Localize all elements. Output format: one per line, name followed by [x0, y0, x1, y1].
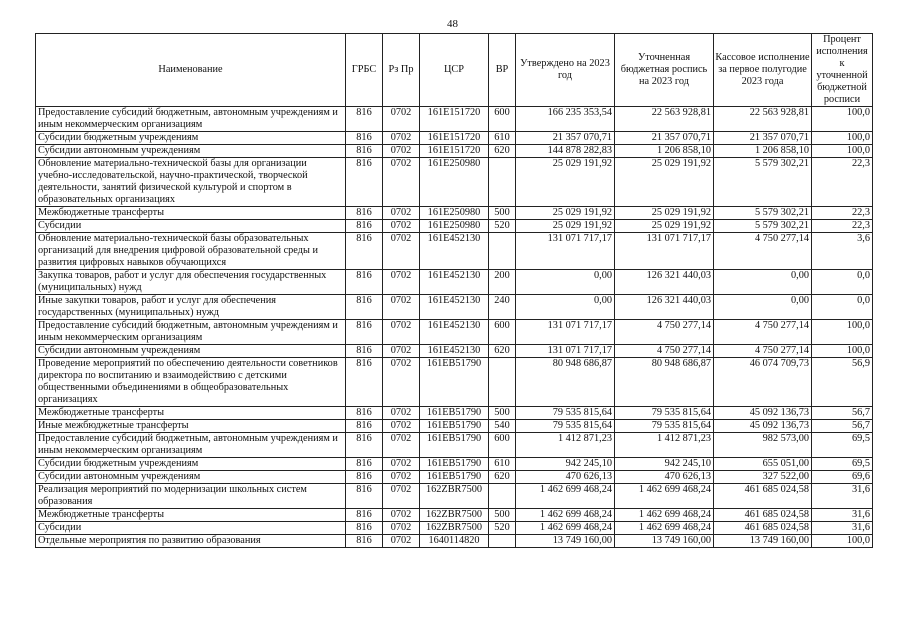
- cell-cash: 0,00: [714, 270, 812, 295]
- cell-percent: 22,3: [812, 158, 873, 207]
- cell-percent: 0,0: [812, 270, 873, 295]
- cell-name: Субсидии автономным учреждениям: [36, 471, 346, 484]
- cell-name: Закупка товаров, работ и услуг для обеспечения государственных (муниципальных) нужд: [36, 270, 346, 295]
- cell-name: Предоставление субсидий бюджетным, автономным учреждениям и иным некоммерческим организациям: [36, 320, 346, 345]
- table-body: [36, 107, 873, 548]
- table-row: [36, 433, 873, 458]
- cell-grbs: 816: [346, 358, 383, 407]
- cell-name: Иные закупки товаров, работ и услуг для обеспечения государственных (муниципальных) нужд: [36, 295, 346, 320]
- cell-rzpr: 0702: [383, 320, 420, 345]
- cell-cash: 0,00: [714, 295, 812, 320]
- column-header-cash: Кассовое исполнение за первое полугодие 2023 года: [714, 34, 812, 107]
- column-header-name: Наименование: [36, 34, 346, 107]
- cell-approved: 25 029 191,92: [516, 220, 615, 233]
- cell-refined: 22 563 928,81: [615, 107, 714, 132]
- cell-name: Субсидии: [36, 220, 346, 233]
- cell-rzpr: 0702: [383, 358, 420, 407]
- cell-vr: 500: [489, 509, 516, 522]
- cell-cash: 45 092 136,73: [714, 420, 812, 433]
- cell-rzpr: 0702: [383, 407, 420, 420]
- cell-rzpr: 0702: [383, 522, 420, 535]
- cell-cash: 461 685 024,58: [714, 522, 812, 535]
- cell-vr: 240: [489, 295, 516, 320]
- cell-vr: 600: [489, 433, 516, 458]
- cell-percent: 56,7: [812, 420, 873, 433]
- table-row: [36, 458, 873, 471]
- cell-vr: 610: [489, 458, 516, 471]
- cell-percent: 69,5: [812, 458, 873, 471]
- table-row: [36, 270, 873, 295]
- table-row: [36, 420, 873, 433]
- cell-csr: 161E250980: [420, 158, 489, 207]
- cell-cash: 982 573,00: [714, 433, 812, 458]
- table-row: [36, 207, 873, 220]
- cell-grbs: 816: [346, 207, 383, 220]
- cell-refined: 79 535 815,64: [615, 407, 714, 420]
- cell-csr: 161E151720: [420, 132, 489, 145]
- cell-rzpr: 0702: [383, 484, 420, 509]
- cell-refined: 13 749 160,00: [615, 535, 714, 548]
- cell-cash: 5 579 302,21: [714, 158, 812, 207]
- cell-refined: 470 626,13: [615, 471, 714, 484]
- cell-refined: 131 071 717,17: [615, 233, 714, 270]
- table-row: [36, 484, 873, 509]
- cell-csr: 162ZBR7500: [420, 484, 489, 509]
- cell-cash: 655 051,00: [714, 458, 812, 471]
- table-row: [36, 358, 873, 407]
- column-header-vr: ВР: [489, 34, 516, 107]
- page-number: 48: [447, 18, 458, 30]
- cell-approved: 80 948 686,87: [516, 358, 615, 407]
- cell-rzpr: 0702: [383, 132, 420, 145]
- cell-vr: 620: [489, 145, 516, 158]
- table-header: [36, 34, 873, 107]
- cell-percent: 22,3: [812, 207, 873, 220]
- cell-vr: [489, 535, 516, 548]
- cell-percent: 100,0: [812, 107, 873, 132]
- cell-cash: 13 749 160,00: [714, 535, 812, 548]
- cell-percent: 100,0: [812, 345, 873, 358]
- column-header-grbs: ГРБС: [346, 34, 383, 107]
- cell-rzpr: 0702: [383, 535, 420, 548]
- cell-cash: 327 522,00: [714, 471, 812, 484]
- cell-percent: 100,0: [812, 535, 873, 548]
- cell-grbs: 816: [346, 522, 383, 535]
- cell-approved: 166 235 353,54: [516, 107, 615, 132]
- table-row: [36, 132, 873, 145]
- cell-grbs: 816: [346, 295, 383, 320]
- cell-grbs: 816: [346, 407, 383, 420]
- cell-cash: 4 750 277,14: [714, 320, 812, 345]
- cell-csr: 161E452130: [420, 295, 489, 320]
- cell-approved: 21 357 070,71: [516, 132, 615, 145]
- column-header-approved: Утверждено на 2023 год: [516, 34, 615, 107]
- cell-cash: 5 579 302,21: [714, 207, 812, 220]
- column-header-csr: ЦСР: [420, 34, 489, 107]
- cell-name: Субсидии бюджетным учреждениям: [36, 458, 346, 471]
- cell-csr: 161EB51790: [420, 458, 489, 471]
- cell-approved: 1 462 699 468,24: [516, 522, 615, 535]
- cell-percent: 100,0: [812, 132, 873, 145]
- cell-percent: 31,6: [812, 522, 873, 535]
- cell-percent: 56,9: [812, 358, 873, 407]
- column-header-refined: Уточненная бюджетная роспись на 2023 год: [615, 34, 714, 107]
- cell-grbs: 816: [346, 420, 383, 433]
- table-row: [36, 471, 873, 484]
- cell-csr: 1640114820: [420, 535, 489, 548]
- cell-grbs: 816: [346, 458, 383, 471]
- cell-percent: 3,6: [812, 233, 873, 270]
- cell-csr: 162ZBR7500: [420, 509, 489, 522]
- cell-refined: 126 321 440,03: [615, 270, 714, 295]
- cell-vr: [489, 158, 516, 207]
- cell-rzpr: 0702: [383, 433, 420, 458]
- table-row: [36, 145, 873, 158]
- cell-name: Обновление материально-технической базы образовательных организаций для внедрения цифровой образовательной среды и развития цифровых навыков обучающихся: [36, 233, 346, 270]
- cell-name: Субсидии автономным учреждениям: [36, 345, 346, 358]
- cell-approved: 1 462 699 468,24: [516, 484, 615, 509]
- cell-csr: 161E151720: [420, 145, 489, 158]
- cell-refined: 1 462 699 468,24: [615, 484, 714, 509]
- cell-name: Межбюджетные трансферты: [36, 207, 346, 220]
- cell-csr: 162ZBR7500: [420, 522, 489, 535]
- cell-rzpr: 0702: [383, 270, 420, 295]
- cell-percent: 31,6: [812, 484, 873, 509]
- cell-vr: [489, 358, 516, 407]
- cell-approved: 1 412 871,23: [516, 433, 615, 458]
- cell-cash: 21 357 070,71: [714, 132, 812, 145]
- cell-rzpr: 0702: [383, 107, 420, 132]
- cell-approved: 131 071 717,17: [516, 233, 615, 270]
- cell-approved: 0,00: [516, 270, 615, 295]
- cell-name: Межбюджетные трансферты: [36, 509, 346, 522]
- budget-execution-table: [35, 33, 873, 548]
- cell-refined: 4 750 277,14: [615, 320, 714, 345]
- cell-vr: 610: [489, 132, 516, 145]
- cell-csr: 161EB51790: [420, 407, 489, 420]
- cell-vr: 200: [489, 270, 516, 295]
- table-row: [36, 522, 873, 535]
- cell-cash: 461 685 024,58: [714, 484, 812, 509]
- cell-approved: 25 029 191,92: [516, 158, 615, 207]
- cell-grbs: 816: [346, 509, 383, 522]
- table-row: [36, 158, 873, 207]
- cell-approved: 0,00: [516, 295, 615, 320]
- cell-cash: 22 563 928,81: [714, 107, 812, 132]
- cell-refined: 21 357 070,71: [615, 132, 714, 145]
- cell-refined: 80 948 686,87: [615, 358, 714, 407]
- cell-vr: 500: [489, 207, 516, 220]
- cell-vr: 520: [489, 522, 516, 535]
- cell-grbs: 816: [346, 107, 383, 132]
- cell-name: Субсидии бюджетным учреждениям: [36, 132, 346, 145]
- cell-name: Предоставление субсидий бюджетным, автономным учреждениям и иным некоммерческим организациям: [36, 433, 346, 458]
- cell-rzpr: 0702: [383, 158, 420, 207]
- cell-percent: 22,3: [812, 220, 873, 233]
- cell-rzpr: 0702: [383, 509, 420, 522]
- cell-cash: 461 685 024,58: [714, 509, 812, 522]
- cell-rzpr: 0702: [383, 345, 420, 358]
- cell-refined: 79 535 815,64: [615, 420, 714, 433]
- cell-refined: 1 412 871,23: [615, 433, 714, 458]
- cell-grbs: 816: [346, 484, 383, 509]
- cell-rzpr: 0702: [383, 458, 420, 471]
- cell-grbs: 816: [346, 345, 383, 358]
- cell-refined: 942 245,10: [615, 458, 714, 471]
- cell-vr: [489, 233, 516, 270]
- column-header-rzpr: Рз Пр: [383, 34, 420, 107]
- column-header-percent: Процент исполнения к уточненной бюджетной росписи: [812, 34, 873, 107]
- cell-csr: 161E250980: [420, 220, 489, 233]
- cell-percent: 31,6: [812, 509, 873, 522]
- cell-approved: 1 462 699 468,24: [516, 509, 615, 522]
- cell-approved: 942 245,10: [516, 458, 615, 471]
- cell-vr: [489, 484, 516, 509]
- cell-refined: 1 462 699 468,24: [615, 522, 714, 535]
- cell-approved: 13 749 160,00: [516, 535, 615, 548]
- cell-csr: 161EB51790: [420, 471, 489, 484]
- cell-name: Субсидии автономным учреждениям: [36, 145, 346, 158]
- cell-name: Межбюджетные трансферты: [36, 407, 346, 420]
- cell-cash: 1 206 858,10: [714, 145, 812, 158]
- cell-percent: 0,0: [812, 295, 873, 320]
- cell-refined: 25 029 191,92: [615, 220, 714, 233]
- cell-csr: 161E452130: [420, 320, 489, 345]
- cell-approved: 25 029 191,92: [516, 207, 615, 220]
- cell-rzpr: 0702: [383, 207, 420, 220]
- cell-rzpr: 0702: [383, 295, 420, 320]
- cell-csr: 161EB51790: [420, 358, 489, 407]
- cell-name: Отдельные мероприятия по развитию образования: [36, 535, 346, 548]
- cell-name: Реализация мероприятий по модернизации школьных систем образования: [36, 484, 346, 509]
- cell-rzpr: 0702: [383, 420, 420, 433]
- cell-approved: 144 878 282,83: [516, 145, 615, 158]
- table-row: [36, 509, 873, 522]
- cell-percent: 69,6: [812, 471, 873, 484]
- cell-name: Иные межбюджетные трансферты: [36, 420, 346, 433]
- cell-csr: 161EB51790: [420, 433, 489, 458]
- cell-cash: 46 074 709,73: [714, 358, 812, 407]
- table-row: [36, 107, 873, 132]
- cell-vr: 600: [489, 320, 516, 345]
- cell-refined: 1 206 858,10: [615, 145, 714, 158]
- cell-grbs: 816: [346, 220, 383, 233]
- cell-csr: 161E452130: [420, 233, 489, 270]
- cell-refined: 25 029 191,92: [615, 158, 714, 207]
- cell-approved: 79 535 815,64: [516, 420, 615, 433]
- cell-approved: 131 071 717,17: [516, 320, 615, 345]
- cell-csr: 161E250980: [420, 207, 489, 220]
- cell-cash: 4 750 277,14: [714, 233, 812, 270]
- cell-vr: 620: [489, 471, 516, 484]
- table-row: [36, 535, 873, 548]
- cell-cash: 45 092 136,73: [714, 407, 812, 420]
- cell-vr: 600: [489, 107, 516, 132]
- table-row: [36, 295, 873, 320]
- cell-name: Обновление материально-технической базы для организации учебно-исследовательской, научно-практической, творческой деятельности, занятий физической культурой и спортом в образовательных организациях: [36, 158, 346, 207]
- cell-csr: 161E452130: [420, 345, 489, 358]
- cell-name: Субсидии: [36, 522, 346, 535]
- cell-refined: 1 462 699 468,24: [615, 509, 714, 522]
- cell-name: Предоставление субсидий бюджетным, автономным учреждениям и иным некоммерческим организациям: [36, 107, 346, 132]
- cell-percent: 100,0: [812, 145, 873, 158]
- cell-percent: 100,0: [812, 320, 873, 345]
- cell-refined: 25 029 191,92: [615, 207, 714, 220]
- cell-grbs: 816: [346, 320, 383, 345]
- cell-grbs: 816: [346, 132, 383, 145]
- cell-name: Проведение мероприятий по обеспечению деятельности советников директора по воспитанию и взаимодействию с детскими общественными объединениями в общеобразовательных организациях: [36, 358, 346, 407]
- cell-csr: 161E151720: [420, 107, 489, 132]
- cell-grbs: 816: [346, 471, 383, 484]
- cell-vr: 520: [489, 220, 516, 233]
- cell-grbs: 816: [346, 233, 383, 270]
- cell-approved: 470 626,13: [516, 471, 615, 484]
- cell-rzpr: 0702: [383, 145, 420, 158]
- cell-cash: 5 579 302,21: [714, 220, 812, 233]
- cell-csr: 161E452130: [420, 270, 489, 295]
- cell-cash: 4 750 277,14: [714, 345, 812, 358]
- table-row: [36, 220, 873, 233]
- cell-rzpr: 0702: [383, 233, 420, 270]
- cell-grbs: 816: [346, 158, 383, 207]
- table-row: [36, 320, 873, 345]
- cell-grbs: 816: [346, 535, 383, 548]
- cell-grbs: 816: [346, 433, 383, 458]
- cell-vr: 620: [489, 345, 516, 358]
- cell-refined: 4 750 277,14: [615, 345, 714, 358]
- table-row: [36, 233, 873, 270]
- cell-grbs: 816: [346, 145, 383, 158]
- cell-approved: 131 071 717,17: [516, 345, 615, 358]
- table-row: [36, 407, 873, 420]
- cell-vr: 540: [489, 420, 516, 433]
- cell-approved: 79 535 815,64: [516, 407, 615, 420]
- cell-rzpr: 0702: [383, 471, 420, 484]
- cell-csr: 161EB51790: [420, 420, 489, 433]
- table-row: [36, 345, 873, 358]
- cell-rzpr: 0702: [383, 220, 420, 233]
- cell-refined: 126 321 440,03: [615, 295, 714, 320]
- cell-percent: 56,7: [812, 407, 873, 420]
- header-row: [36, 34, 873, 107]
- cell-vr: 500: [489, 407, 516, 420]
- cell-grbs: 816: [346, 270, 383, 295]
- cell-percent: 69,5: [812, 433, 873, 458]
